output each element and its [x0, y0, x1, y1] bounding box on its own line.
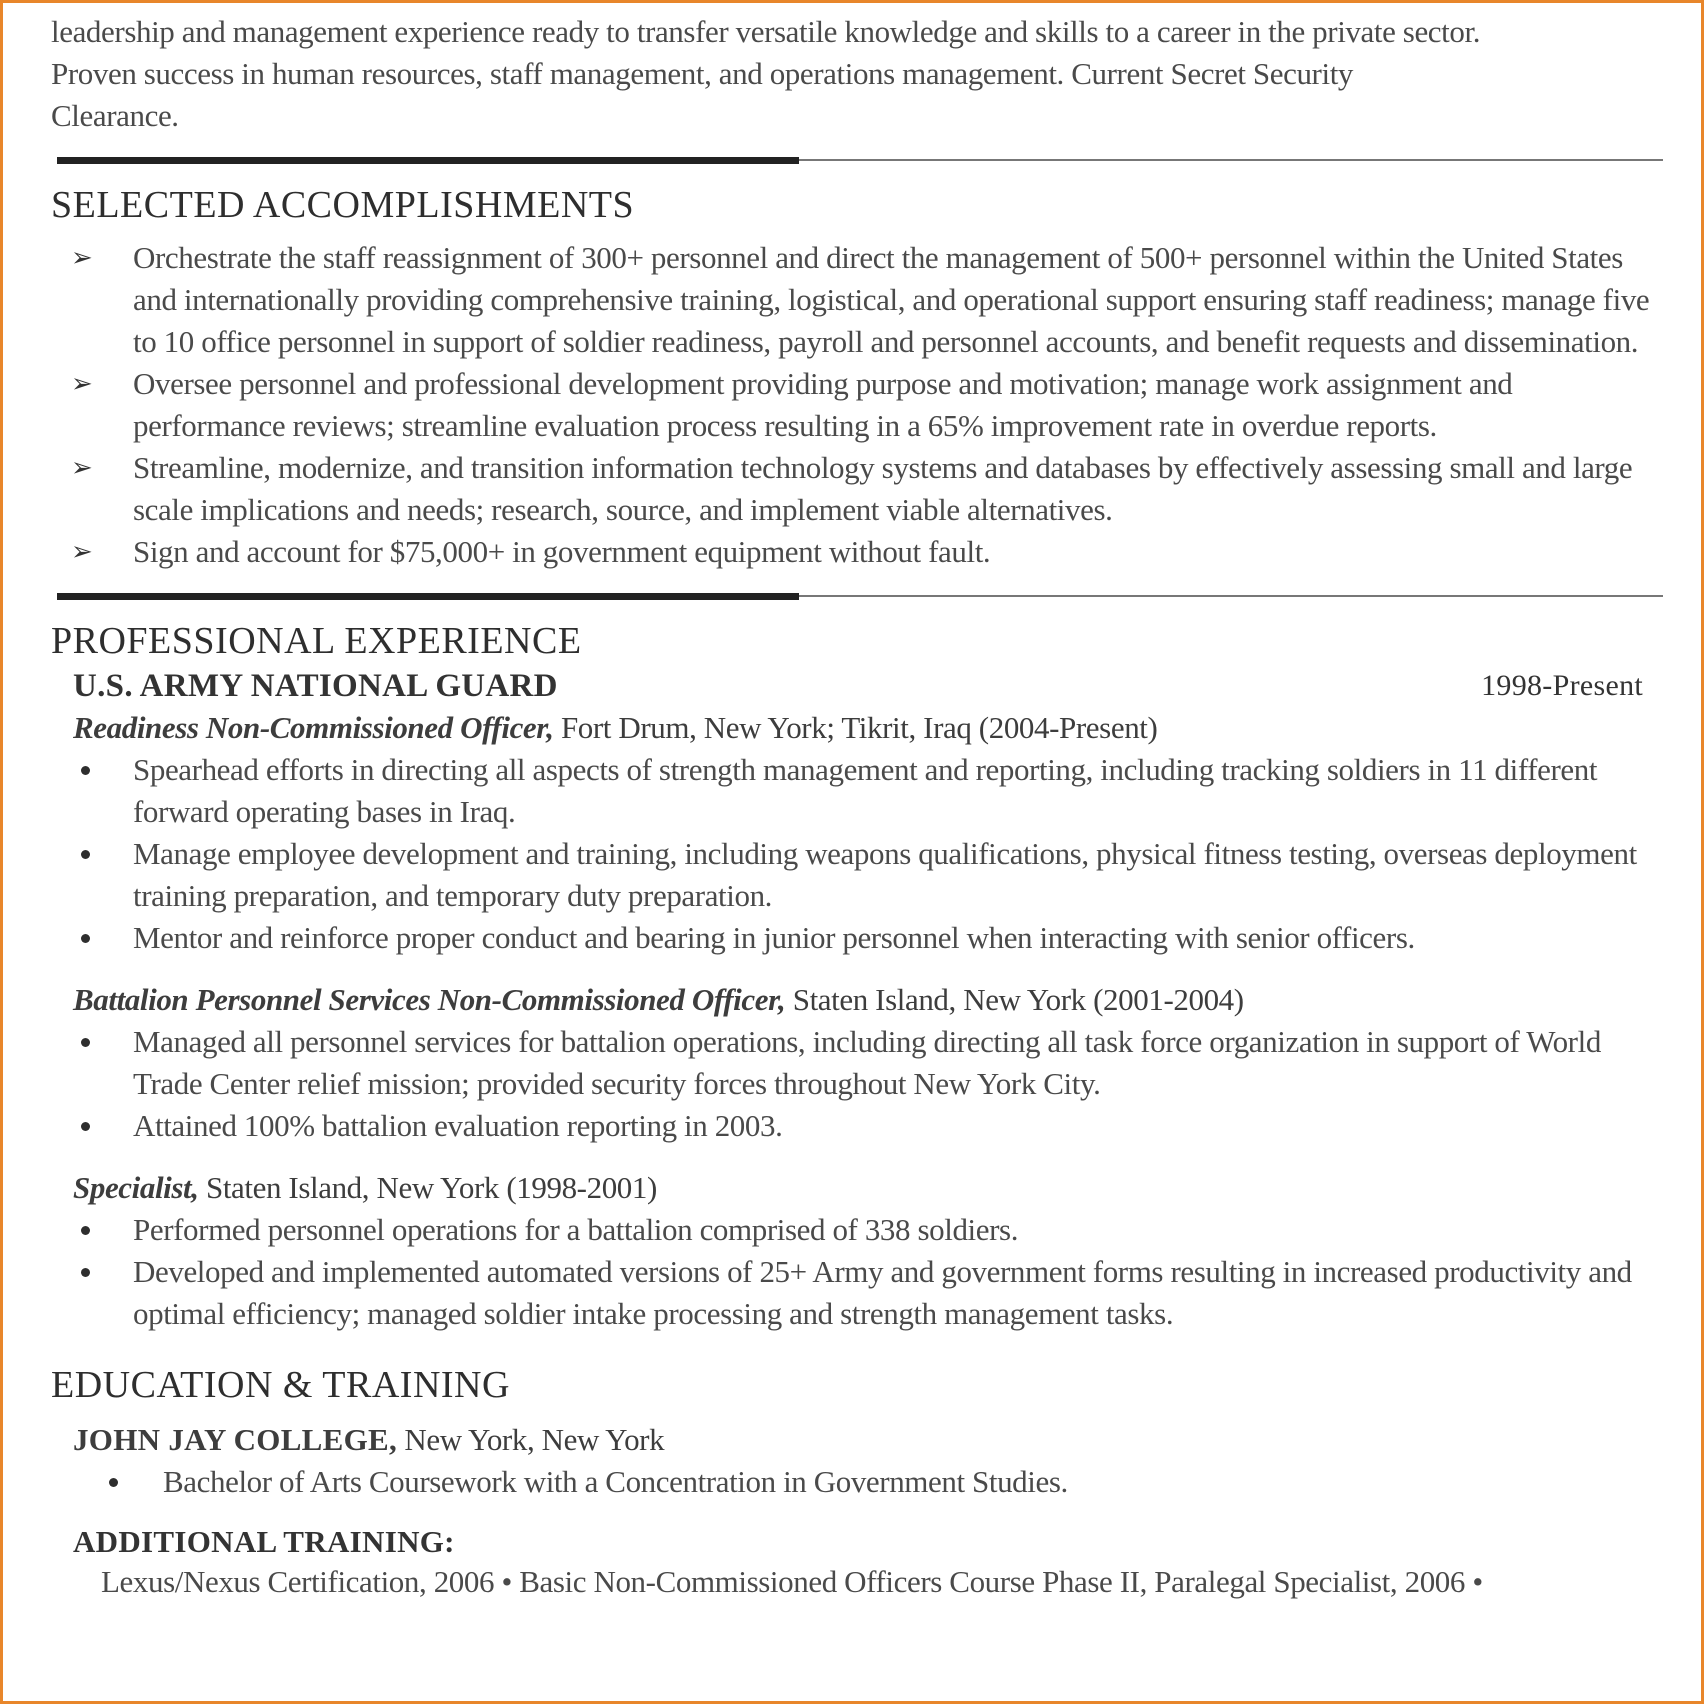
bullet-icon: [81, 1038, 90, 1047]
list-item: [51, 1461, 1671, 1503]
arrow-bullet-icon: ➢: [71, 243, 93, 273]
list-item-text: Developed and implemented automated versions of 25+ Army and government forms resulting in increased productivity and optimal efficiency; managed soldier intake processing and strength management tasks.: [133, 1254, 1632, 1331]
accomplishments-heading: SELECTED ACCOMPLISHMENTS: [51, 184, 635, 226]
school-name: JOHN JAY COLLEGE,: [73, 1422, 398, 1457]
bullet-icon: [81, 934, 90, 943]
section-divider: [57, 591, 1663, 603]
list-item: [51, 833, 1671, 917]
additional-training-heading: ADDITIONAL TRAINING:: [73, 1524, 455, 1559]
role-line: [73, 979, 1671, 1021]
list-item-text: Spearhead efforts in directing all aspects of strength management and reporting, including tracking soldiers in 11 different forward operating bases in Iraq.: [133, 752, 1598, 829]
list-item: [51, 1105, 1671, 1147]
list-item: [51, 917, 1671, 959]
bullet-icon: [81, 1122, 90, 1131]
arrow-bullet-icon: ➢: [71, 369, 93, 399]
education-heading: EDUCATION & TRAINING: [51, 1364, 510, 1406]
list-item-text: Streamline, modernize, and transition information technology systems and databases by effectively assessing small and large scale implications and needs; research, source, and implement viable alternatives.: [133, 450, 1633, 527]
bullet-icon: [109, 1478, 118, 1487]
additional-training-text: Lexus/Nexus Certification, 2006 • Basic Non-Commissioned Officers Course Phase II, Paralegal Specialist, 2006 •: [101, 1564, 1483, 1599]
summary-paragraph: [51, 11, 1671, 137]
list-item-text: Manage employee development and training, including weapons qualifications, physical fitness testing, overseas deployment training preparation, and temporary duty preparation.: [133, 836, 1637, 913]
role-detail: Staten Island, New York (1998-2001): [198, 1170, 657, 1205]
divider-thin: [799, 595, 1663, 597]
list-item: [51, 1209, 1671, 1251]
summary-line: leadership and management experience ready to transfer versatile knowledge and skills to a career in the private sector.: [51, 14, 1481, 49]
duties-list: [51, 1209, 1671, 1335]
list-item-text: Performed personnel operations for a battalion comprised of 338 soldiers.: [133, 1212, 1019, 1247]
education-list: [51, 1461, 1671, 1503]
resume-page: [51, 3, 1671, 1603]
section-divider: [57, 155, 1663, 167]
list-item-text: Managed all personnel services for battalion operations, including directing all task force organization in support of World Trade Center relief mission; provided security forces throughout New York City.: [133, 1024, 1601, 1101]
list-item: [51, 1021, 1671, 1105]
role-title: Battalion Personnel Services Non-Commissioned Officer,: [73, 982, 786, 1017]
role-title: Readiness Non-Commissioned Officer,: [73, 710, 554, 745]
role-line: [73, 1167, 1671, 1209]
list-item-text: Bachelor of Arts Coursework with a Concentration in Government Studies.: [163, 1464, 1068, 1499]
school-location: New York, New York: [397, 1422, 665, 1457]
arrow-bullet-icon: ➢: [71, 453, 93, 483]
role-detail: Staten Island, New York (2001-2004): [785, 982, 1244, 1017]
list-item-text: Attained 100% battalion evaluation reporting in 2003.: [133, 1108, 783, 1143]
arrow-bullet-icon: ➢: [71, 537, 93, 567]
list-item: [51, 447, 1671, 531]
list-item-text: Sign and account for $75,000+ in government equipment without fault.: [133, 534, 991, 569]
list-item-text: Mentor and reinforce proper conduct and bearing in junior personnel when interacting with senior officers.: [133, 920, 1415, 955]
role-line: [73, 707, 1671, 749]
bullet-icon: [81, 1226, 90, 1235]
divider-thick: [57, 593, 799, 600]
bullet-icon: [81, 766, 90, 775]
divider-thin: [799, 159, 1663, 161]
divider-thick: [57, 157, 799, 164]
school-line: [73, 1419, 1671, 1461]
list-item: [51, 363, 1671, 447]
employer-dates: 1998-Present: [1481, 669, 1643, 702]
list-item: [51, 749, 1671, 833]
list-item-text: Oversee personnel and professional development providing purpose and motivation; manage work assignment and performance reviews; streamline evaluation process resulting in a 65% improvement rate in overdue reports.: [133, 366, 1513, 443]
duties-list: [51, 1021, 1671, 1147]
accomplishments-list: [51, 237, 1671, 573]
list-item-text: Orchestrate the staff reassignment of 300+ personnel and direct the management of 500+ personnel within the United States and internationally providing comprehensive training, logistical, and operational support ensuring staff readiness; manage five to 10 office personnel in support of soldier readiness, payroll and personnel accounts, and benefit requests and dissemination.: [133, 240, 1650, 359]
bullet-icon: [81, 850, 90, 859]
employer-row: [73, 665, 1643, 707]
role-title: Specialist,: [73, 1170, 199, 1205]
summary-line: Clearance.: [51, 98, 179, 133]
duties-list: [51, 749, 1671, 959]
employer-name: U.S. ARMY NATIONAL GUARD: [73, 668, 558, 704]
list-item: [51, 237, 1671, 363]
list-item: [51, 531, 1671, 573]
bullet-icon: [81, 1268, 90, 1277]
role-detail: Fort Drum, New York; Tikrit, Iraq (2004-Present): [553, 710, 1158, 745]
summary-line: Proven success in human resources, staff management, and operations management. Current Secret Security: [51, 56, 1354, 91]
experience-heading: PROFESSIONAL EXPERIENCE: [51, 620, 582, 662]
list-item: [51, 1251, 1671, 1335]
